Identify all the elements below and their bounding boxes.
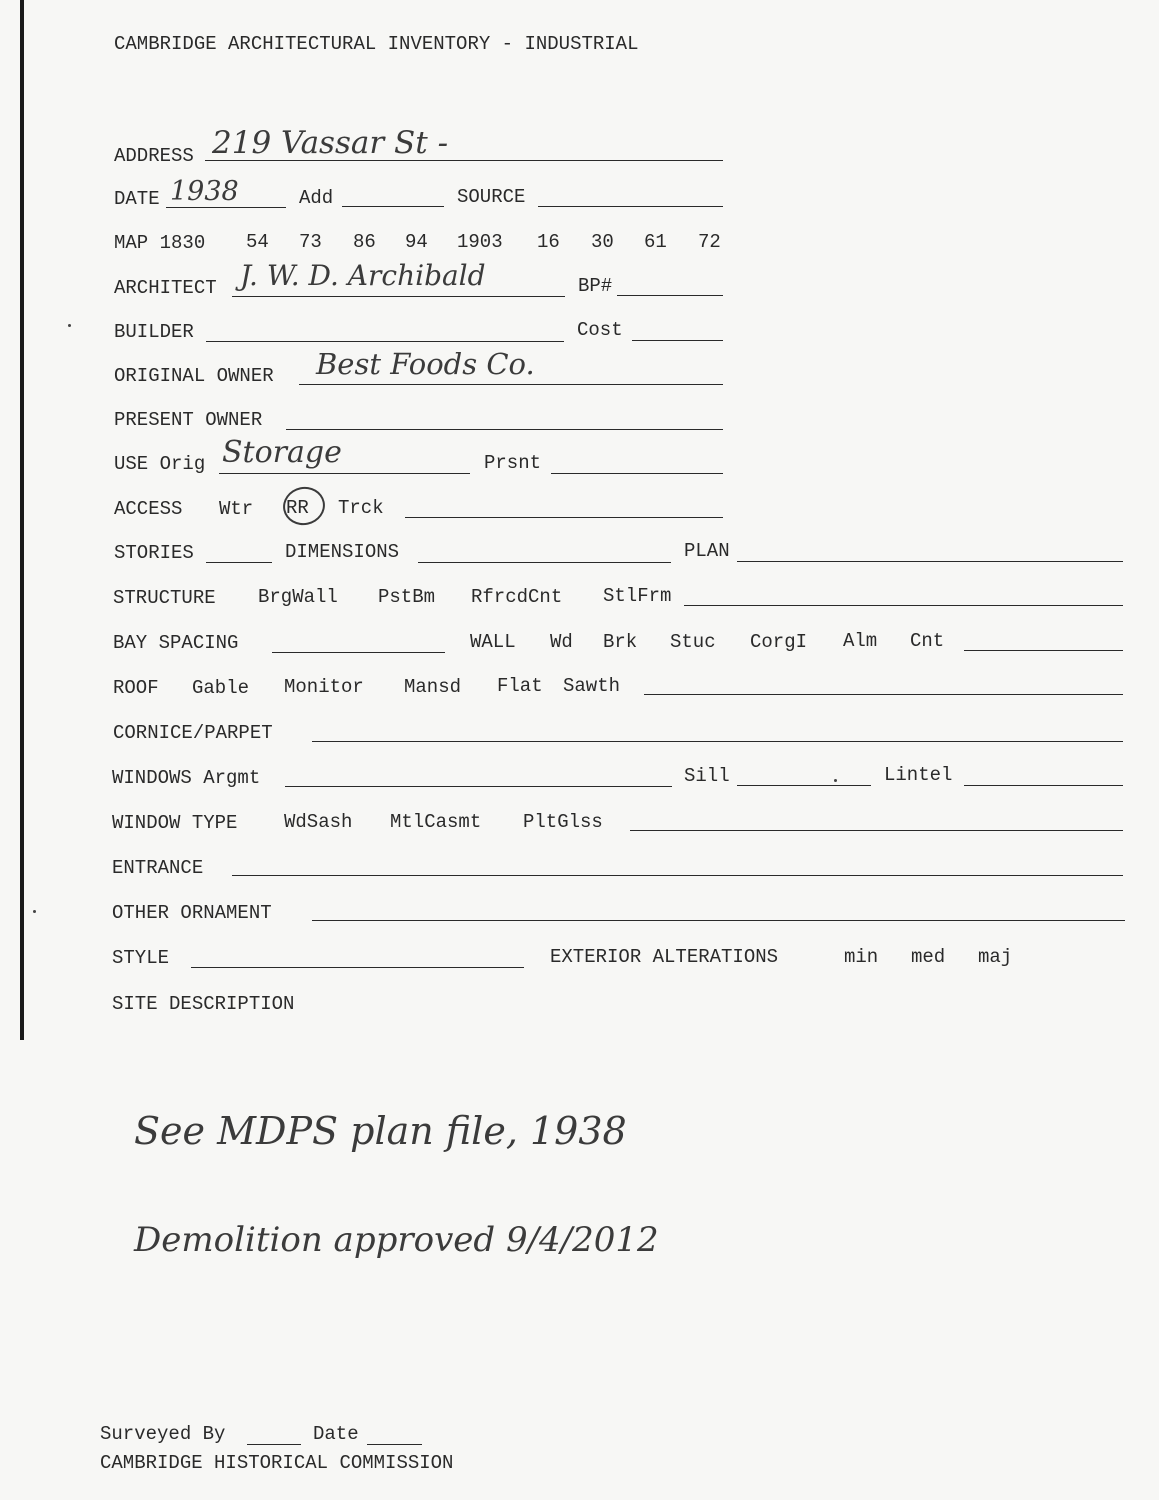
prsnt-field-line[interactable] <box>551 473 723 474</box>
map-year-73[interactable]: 73 <box>299 231 322 253</box>
structure-label: STRUCTURE <box>113 587 216 609</box>
structure-option-rfrcdcnt[interactable]: RfrcdCnt <box>471 586 563 608</box>
map-year-16[interactable]: 16 <box>537 231 560 253</box>
survey-date-label: Date <box>313 1423 359 1445</box>
lintel-field-line[interactable] <box>964 785 1123 786</box>
roof-option-flat[interactable]: Flat <box>497 675 543 697</box>
roof-option-sawth[interactable]: Sawth <box>563 675 621 697</box>
roof-option-gable[interactable]: Gable <box>192 677 250 699</box>
map-year-54[interactable]: 54 <box>246 231 269 253</box>
style-field-line[interactable] <box>191 967 524 968</box>
roof-option-monitor[interactable]: Monitor <box>284 676 364 698</box>
sill-field-line[interactable] <box>737 785 871 786</box>
ext-alt-option-min[interactable]: min <box>844 946 879 968</box>
bp-label: BP# <box>578 275 613 297</box>
prsnt-label: Prsnt <box>484 452 542 474</box>
structure-field-line[interactable] <box>684 605 1123 606</box>
roof-option-mansd[interactable]: Mansd <box>404 676 462 698</box>
exterior-alterations-label: EXTERIOR ALTERATIONS <box>550 946 779 968</box>
stories-label: STORIES <box>114 542 194 564</box>
form-title: CAMBRIDGE ARCHITECTURAL INVENTORY - INDUSTRIAL <box>114 33 639 55</box>
cost-field-line[interactable] <box>632 340 723 341</box>
wall-option-brk[interactable]: Brk <box>603 631 638 653</box>
roof-label: ROOF <box>113 677 159 699</box>
access-option-trck[interactable]: Trck <box>338 497 384 519</box>
original-owner-field-line[interactable] <box>299 384 723 385</box>
windows-argmt-field-line[interactable] <box>285 786 672 787</box>
sill-label: Sill <box>684 765 730 787</box>
structure-option-pstbm[interactable]: PstBm <box>378 586 436 608</box>
map-year-30[interactable]: 30 <box>591 231 614 253</box>
date-field-line[interactable] <box>166 207 286 208</box>
use-orig-label: USE Orig <box>114 453 206 475</box>
entrance-field-line[interactable] <box>232 875 1123 876</box>
present-owner-field-line[interactable] <box>286 429 723 430</box>
address-label: ADDRESS <box>114 145 194 167</box>
windows-argmt-label: WINDOWS Argmt <box>112 767 261 789</box>
commission-footer: CAMBRIDGE HISTORICAL COMMISSION <box>100 1452 454 1474</box>
cornice-label: CORNICE/PARPET <box>113 722 273 744</box>
bay-spacing-field-line[interactable] <box>272 652 445 653</box>
architect-value: J. W. D. Archibald <box>240 259 486 292</box>
access-option-rr[interactable]: RR <box>286 497 309 519</box>
map-year-1903[interactable]: 1903 <box>457 231 503 253</box>
handwritten-note-plan-file: See MDPS plan file, 1938 <box>134 1109 627 1153</box>
map-year-72[interactable]: 72 <box>698 231 721 253</box>
access-option-wtr[interactable]: Wtr <box>219 498 254 520</box>
plan-field-line[interactable] <box>737 561 1123 562</box>
use-orig-field-line[interactable] <box>219 473 470 474</box>
original-owner-value: Best Foods Co. <box>316 347 535 381</box>
date-value: 1938 <box>170 176 239 207</box>
sill-stray-mark <box>834 779 837 782</box>
lintel-label: Lintel <box>884 764 953 786</box>
cost-label: Cost <box>577 319 623 341</box>
wall-label: WALL <box>470 631 516 653</box>
survey-date-field-line[interactable] <box>367 1444 422 1445</box>
wall-field-line[interactable] <box>964 650 1123 651</box>
margin-mark <box>33 910 36 913</box>
surveyed-by-field-line[interactable] <box>247 1444 301 1445</box>
source-field-line[interactable] <box>538 206 723 207</box>
structure-option-stlfrm[interactable]: StlFrm <box>603 585 672 607</box>
map-year-1830[interactable]: MAP 1830 <box>114 232 206 254</box>
entrance-label: ENTRANCE <box>112 857 204 879</box>
ext-alt-option-med[interactable]: med <box>911 946 946 968</box>
dimensions-field-line[interactable] <box>418 562 671 563</box>
handwritten-note-demolition: Demolition approved 9/4/2012 <box>134 1220 659 1260</box>
access-rr-circled-mark <box>280 483 329 529</box>
ext-alt-option-maj[interactable]: maj <box>978 946 1013 968</box>
margin-mark <box>68 324 71 327</box>
builder-label: BUILDER <box>114 321 194 343</box>
access-field-line[interactable] <box>405 517 723 518</box>
present-owner-label: PRESENT OWNER <box>114 409 263 431</box>
architect-label: ARCHITECT <box>114 277 217 299</box>
wall-option-corgi[interactable]: CorgI <box>750 631 808 653</box>
builder-field-line[interactable] <box>206 341 564 342</box>
map-year-61[interactable]: 61 <box>644 231 667 253</box>
other-ornament-field-line[interactable] <box>312 920 1125 921</box>
window-type-option-pltglss[interactable]: PltGlss <box>523 811 603 833</box>
bay-spacing-label: BAY SPACING <box>113 632 239 654</box>
wall-option-wd[interactable]: Wd <box>550 631 573 653</box>
use-orig-value: Storage <box>222 435 342 470</box>
window-type-label: WINDOW TYPE <box>112 812 238 834</box>
access-label: ACCESS <box>114 498 183 520</box>
wall-option-stuc[interactable]: Stuc <box>670 631 716 653</box>
architect-field-line[interactable] <box>232 296 565 297</box>
other-ornament-label: OTHER ORNAMENT <box>112 902 272 924</box>
window-type-option-wdsash[interactable]: WdSash <box>284 811 353 833</box>
scan-edge-shadow <box>20 0 24 1040</box>
site-description-label: SITE DESCRIPTION <box>112 993 295 1015</box>
add-field-line[interactable] <box>342 206 444 207</box>
surveyed-by-label: Surveyed By <box>100 1423 226 1445</box>
cornice-field-line[interactable] <box>312 741 1123 742</box>
roof-field-line[interactable] <box>644 694 1123 695</box>
date-label: DATE <box>114 188 160 210</box>
wall-option-cnt[interactable]: Cnt <box>910 630 945 652</box>
stories-field-line[interactable] <box>206 562 272 563</box>
source-label: SOURCE <box>457 186 526 208</box>
add-label: Add <box>299 187 334 209</box>
structure-option-brgwall[interactable]: BrgWall <box>258 586 338 608</box>
map-year-86[interactable]: 86 <box>353 231 376 253</box>
style-label: STYLE <box>112 947 170 969</box>
window-type-field-line[interactable] <box>630 830 1123 831</box>
bp-field-line[interactable] <box>617 295 723 296</box>
dimensions-label: DIMENSIONS <box>285 541 400 563</box>
map-year-94[interactable]: 94 <box>405 231 428 253</box>
original-owner-label: ORIGINAL OWNER <box>114 365 274 387</box>
address-value: 219 Vassar St - <box>212 125 449 161</box>
plan-label: PLAN <box>684 540 730 562</box>
wall-option-alm[interactable]: Alm <box>843 630 878 652</box>
window-type-option-mtlcasmt[interactable]: MtlCasmt <box>390 811 482 833</box>
